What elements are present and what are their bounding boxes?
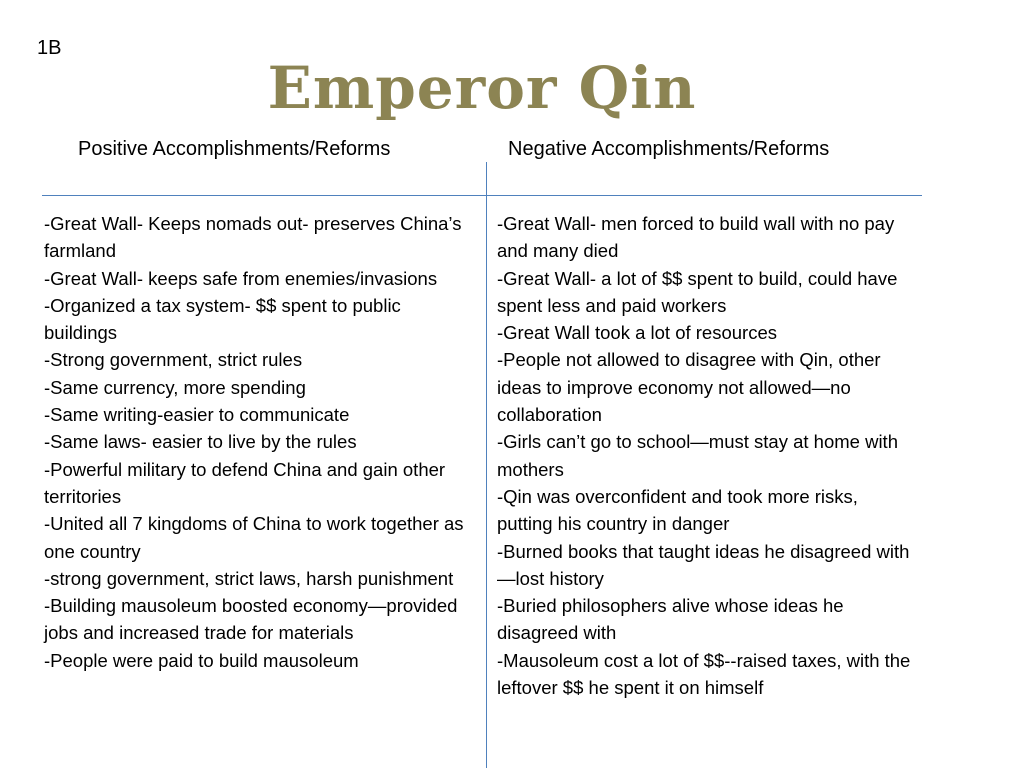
list-item: -Same currency, more spending	[44, 376, 306, 398]
list-item: -Qin was overconfident and took more risks, putting his country in danger	[497, 485, 858, 535]
list-item: -Powerful military to defend China and gain other territories	[44, 458, 446, 507]
list-item: -Girls can’t go to school—must stay at home with mothers	[497, 431, 898, 480]
list-item: -People were paid to build mausoleum	[44, 649, 359, 671]
negative-column-header: Negative Accomplishments/Reforms	[508, 138, 830, 160]
horizontal-divider	[42, 195, 922, 196]
slide-number: 1B	[37, 37, 62, 59]
list-item: -Same laws- easier to live by the rules	[44, 431, 357, 453]
list-item: -Great Wall took a lot of resources	[497, 322, 778, 344]
list-item: -Strong government, strict rules	[44, 349, 303, 371]
list-item: -Mausoleum cost a lot of $$--raised taxes, with the leftover $$ he spent it on himself	[497, 649, 911, 699]
list-item: -Great Wall- a lot of $$ spent to build, could have spent less and paid workers	[497, 267, 898, 316]
list-item: -strong government, strict laws, harsh punishment	[44, 567, 454, 589]
list-item: -People not allowed to disagree with Qin, other ideas to improve economy not allowed—no collaboration	[497, 349, 881, 426]
negative-list	[497, 210, 915, 701]
slide-title: Emperor Qin	[267, 54, 697, 122]
positive-column-header: Positive Accomplishments/Reforms	[78, 138, 391, 160]
list-item: -Same writing-easier to communicate	[44, 404, 350, 426]
list-item: -Buried philosophers alive whose ideas he disagreed with	[497, 595, 844, 644]
list-item: -Great Wall- men forced to build wall with no pay and many died	[497, 213, 895, 262]
list-item: -Organized a tax system- $$ spent to public buildings	[44, 294, 401, 344]
list-item: -Building mausoleum boosted economy—provided jobs and increased trade for materials	[44, 595, 458, 644]
list-item: -United all 7 kingdoms of China to work together as one country	[44, 513, 464, 562]
list-item: -Great Wall- keeps safe from enemies/invasions	[44, 267, 438, 289]
positive-list	[44, 210, 474, 674]
vertical-divider	[486, 162, 487, 768]
list-item: -Burned books that taught ideas he disagreed with—lost history	[497, 540, 910, 589]
list-item: -Great Wall- Keeps nomads out- preserves China’s farmland	[44, 213, 462, 262]
